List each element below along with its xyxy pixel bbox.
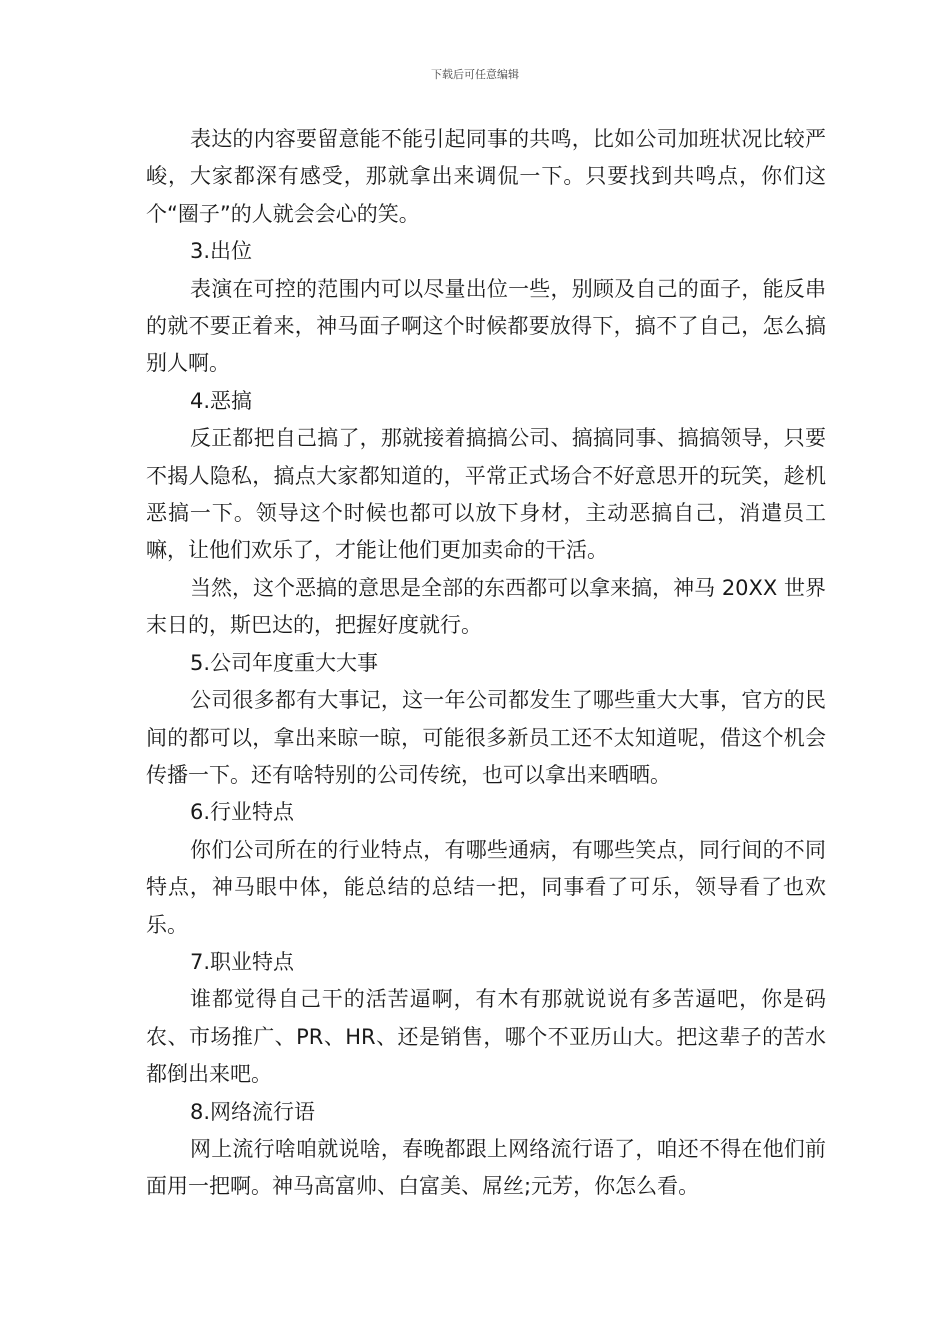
document-body — [146, 121, 826, 1206]
section-heading: 8.网络流行语 — [190, 1099, 316, 1124]
section-heading: 6.行业特点 — [190, 800, 295, 825]
body-paragraph: 谁都觉得自己干的活苦逼啊，有木有那就说说有多苦逼吧，你是码农、市场推广、PR、HR、还是销售，哪个不亚历山大。把这辈子的苦水都倒出来吧。 — [146, 987, 826, 1087]
body-paragraph: 当然，这个恶搞的意思是全部的东西都可以拿来搞，神马 20XX 世界末日的，斯巴达的，把握好度就行。 — [146, 575, 826, 638]
body-paragraph: 公司很多都有大事记，这一年公司都发生了哪些重大大事，官方的民间的都可以，拿出来晾一晾，可能很多新员工还不太知道呢，借这个机会传播一下。还有啥特别的公司传统，也可以拿出来晒晒。 — [146, 688, 826, 787]
page-header: 下载后可任意编辑 — [431, 68, 519, 81]
section-heading: 4.恶搞 — [190, 388, 253, 413]
body-paragraph: 你们公司所在的行业特点，有哪些通病，有哪些笑点，同行间的不同特点，神马眼中体，能总结的总结一把，同事看了可乐，领导看了也欢乐。 — [146, 837, 826, 937]
section-heading: 5.公司年度重大大事 — [190, 650, 379, 675]
body-paragraph: 网上流行啥咱就说啥，春晚都跟上网络流行语了，咱还不得在他们前面用一把啊。神马高富帅、白富美、屌丝;元芳，你怎么看。 — [146, 1136, 826, 1199]
body-paragraph: 表达的内容要留意能不能引起同事的共鸣，比如公司加班状况比较严峻，大家都深有感受，那就拿出来调侃一下。只要找到共鸣点，你们这个“圈子”的人就会会心的笑。 — [146, 127, 826, 226]
section-heading: 7.职业特点 — [190, 949, 295, 974]
body-paragraph: 反正都把自己搞了，那就接着搞搞公司、搞搞同事、搞搞领导，只要不揭人隐私，搞点大家都知道的，平常正式场合不好意思开的玩笑，趁机恶搞一下。领导这个时候也都可以放下身材，主动恶搞自己，消遣员工嘛，让他们欢乐了，才能让他们更加卖命的干活。 — [146, 426, 826, 563]
section-heading: 3.出位 — [190, 239, 253, 264]
body-paragraph: 表演在可控的范围内可以尽量出位一些，别顾及自己的面子，能反串的就不要正着来，神马面子啊这个时候都要放得下，搞不了自己，怎么搞别人啊。 — [146, 276, 826, 376]
